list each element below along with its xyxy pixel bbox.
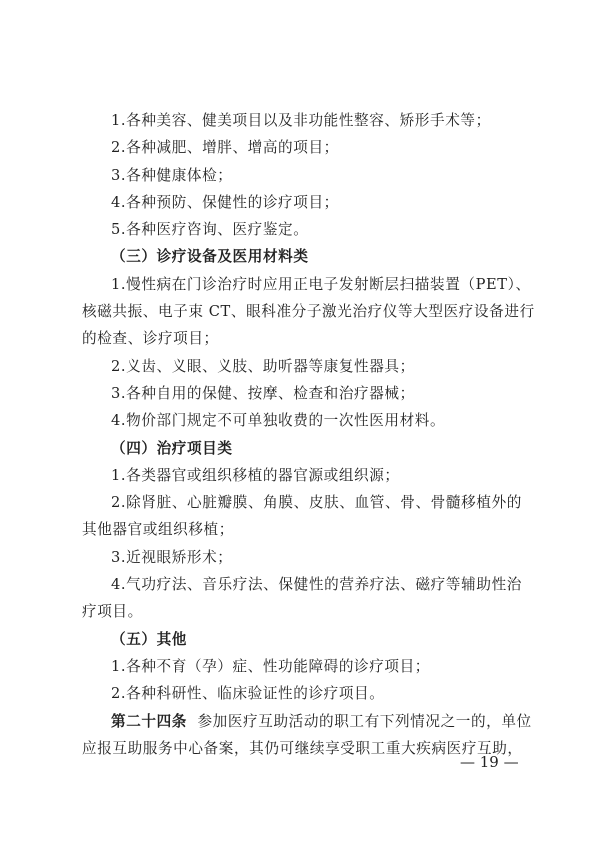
- list-item: 1.各种不育（孕）症、性功能障碍的诊疗项目；: [111, 657, 431, 675]
- page-number: — 19 —: [460, 753, 519, 771]
- list-item: 4.各种预防、保健性的诊疗项目；: [111, 193, 339, 211]
- list-item: 2.各种减肥、增胖、增高的项目；: [111, 139, 339, 157]
- list-item-continuation: 的检查、诊疗项目；: [82, 330, 219, 348]
- list-item: 2.义齿、义眼、义肢、助听器等康复性器具；: [111, 357, 415, 375]
- article-continuation: 应报互助服务中心备案，其仍可继续享受职工重大疾病医疗互助，: [82, 739, 523, 757]
- list-item: 1.各类器官或组织移植的器官源或组织源；: [111, 466, 400, 484]
- list-item: 3.近视眼矫形术；: [111, 548, 233, 566]
- list-item: 2.各种科研性、临床验证性的诊疗项目。: [111, 685, 385, 703]
- list-item: 3.各种自用的保健、按摩、检查和治疗器械；: [111, 384, 415, 402]
- section-heading: （五）其他: [111, 630, 187, 648]
- article-paragraph: [82, 708, 532, 735]
- article-number: 第二十四条: [111, 712, 187, 730]
- list-item-continuation: 疗项目。: [82, 603, 143, 621]
- list-item: 3.各种健康体检；: [111, 166, 233, 184]
- section-heading: （三）诊疗设备及医用材料类: [111, 248, 309, 266]
- list-item: 5.各种医疗咨询、医疗鉴定。: [111, 221, 309, 239]
- list-item: 2.除肾脏、心脏瓣膜、角膜、皮肤、血管、骨、骨髓移植外的: [111, 494, 522, 512]
- list-item-continuation: 核磁共振、电子束 CT、眼科准分子激光治疗仪等大型医疗设备进行: [82, 303, 535, 321]
- document-body: [82, 107, 535, 762]
- section-heading: （四）治疗项目类: [111, 439, 233, 457]
- article-text: 参加医疗互助活动的职工有下列情况之一的，单位: [197, 712, 532, 730]
- list-item: 4.物价部门规定不可单独收费的一次性医用材料。: [111, 412, 446, 430]
- list-item: 1.慢性病在门诊治疗时应用正电子发射断层扫描装置（PET）、: [111, 275, 531, 293]
- list-item-continuation: 其他器官或组织移植；: [82, 521, 234, 539]
- list-item: 1.各种美容、健美项目以及非功能性整容、矫形手术等；: [111, 112, 491, 129]
- list-item: 4.气功疗法、音乐疗法、保健性的营养疗法、磁疗等辅助性治: [111, 576, 522, 594]
